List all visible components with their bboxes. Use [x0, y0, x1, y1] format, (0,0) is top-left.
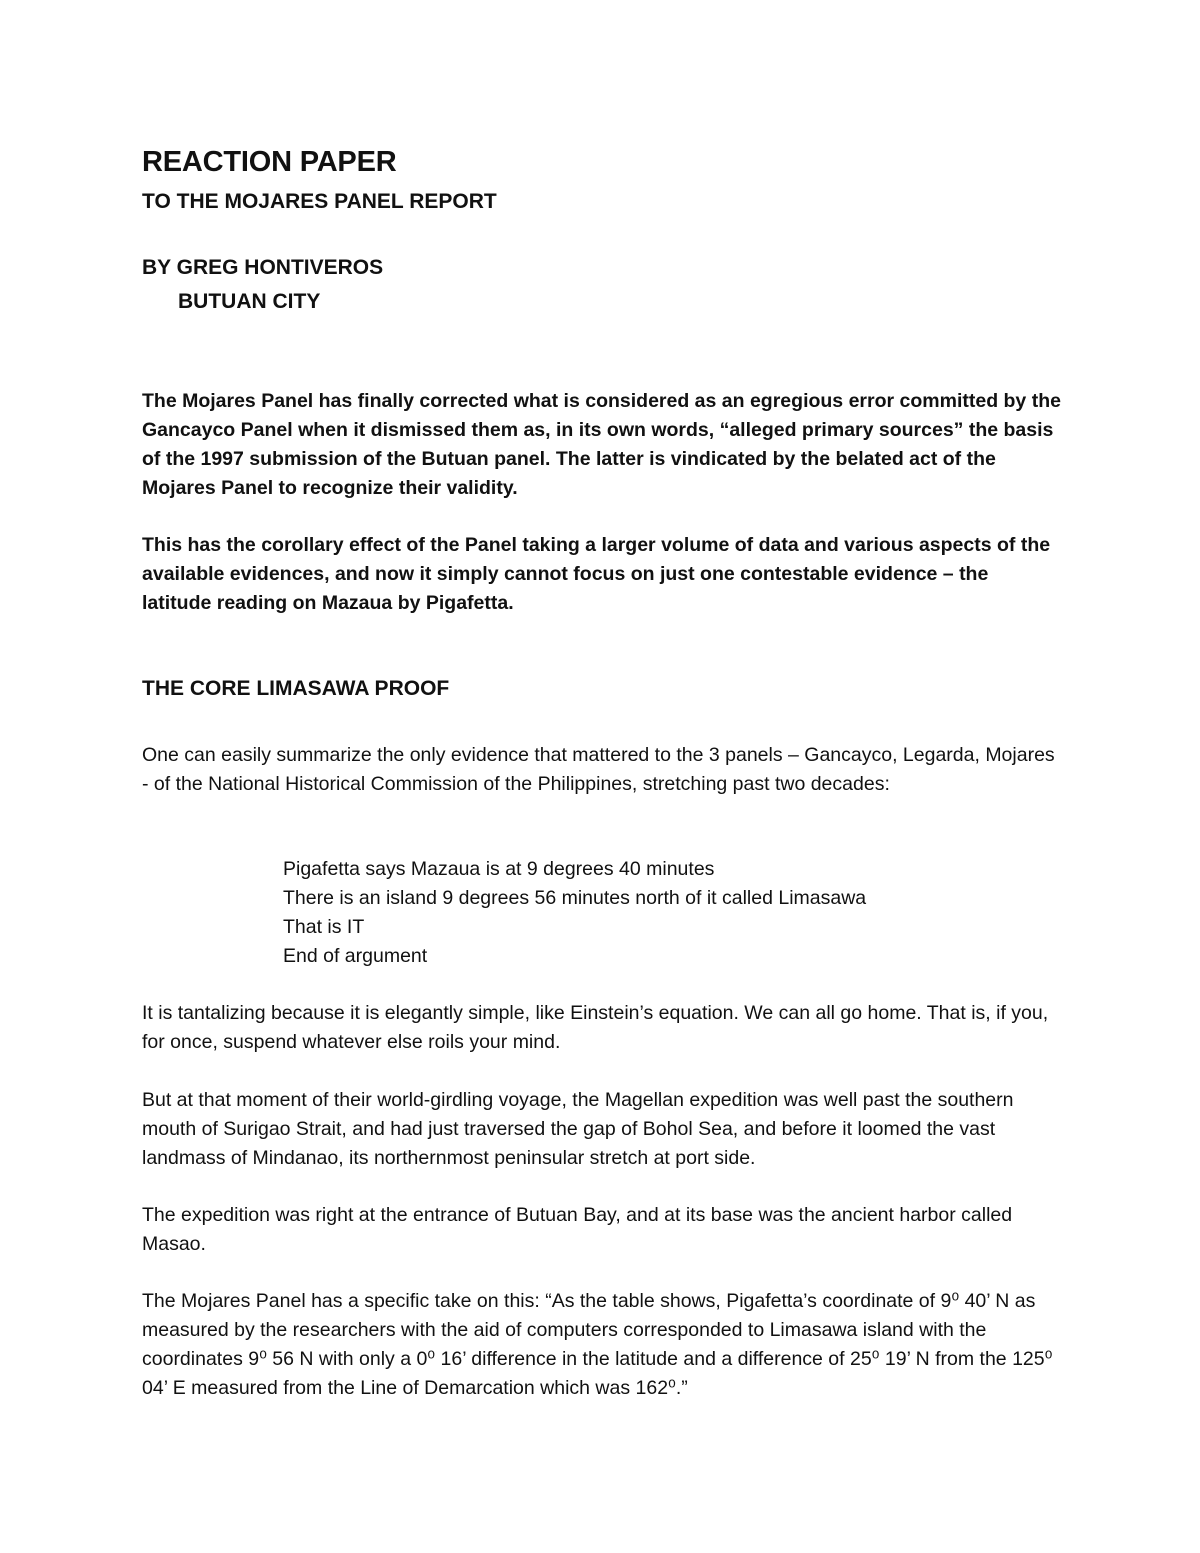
section-heading: THE CORE LIMASAWA PROOF [142, 677, 450, 700]
intro-paragraph-2: This has the corollary effect of the Panel taking a larger volume of data and various aspects of the available evidences, and now it simply cannot focus on just one contestable evidence – the latitude reading on Mazaua by Pigafetta. [142, 534, 1051, 614]
body-paragraph-4: The expedition was right at the entrance of Butuan Bay, and at its base was the ancient harbor called Masao. [142, 1204, 1013, 1255]
body-paragraph-2: It is tantalizing because it is elegantly simple, like Einstein’s equation. We can all go home. That is, if you, for once, suspend whatever else roils your mind. [142, 1002, 1049, 1053]
quote-line: End of argument [283, 945, 428, 967]
document-subtitle: TO THE MOJARES PANEL REPORT [142, 190, 497, 213]
body-paragraph-5: The Mojares Panel has a specific take on this: “As the table shows, Pigafetta’s coordinate of 9⁰ 40’ N as measured by the researchers with the aid of computers corresponded to Limasawa island with the coordinates 9⁰ 56 N with only a 0⁰ 16’ difference in the latitude and a difference of 25⁰ 19’ N from the 125⁰ 04’ E measured from the Line of Demarcation which was 162⁰.” [142, 1290, 1053, 1399]
author-city: BUTUAN CITY [178, 290, 321, 313]
indented-quote [283, 855, 1043, 971]
intro-paragraph-1: The Mojares Panel has finally corrected what is considered as an egregious error committed by the Gancayco Panel when it dismissed them as, in its own words, “alleged primary sources” the basis of the 1997 submission of the Butuan panel. The latter is vindicated by the belated act of the Mojares Panel to recognize their validity. [142, 390, 1061, 499]
quote-line: Pigafetta says Mazaua is at 9 degrees 40 minutes [283, 858, 715, 880]
document-title: REACTION PAPER [142, 146, 397, 178]
body-paragraph-3: But at that moment of their world-girdling voyage, the Magellan expedition was well past the southern mouth of Surigao Strait, and had just traversed the gap of Bohol Sea, and before it loomed the vast landmass of Mindanao, its northernmost peninsular stretch at port side. [142, 1089, 1014, 1169]
quote-line: That is IT [283, 916, 365, 938]
author-byline: BY GREG HONTIVEROS [142, 256, 384, 279]
body-paragraph-1: One can easily summarize the only evidence that mattered to the 3 panels – Gancayco, Legarda, Mojares - of the National Historical Commission of the Philippines, stretching past two decades: [142, 744, 1055, 795]
quote-line: There is an island 9 degrees 56 minutes north of it called Limasawa [283, 887, 867, 909]
